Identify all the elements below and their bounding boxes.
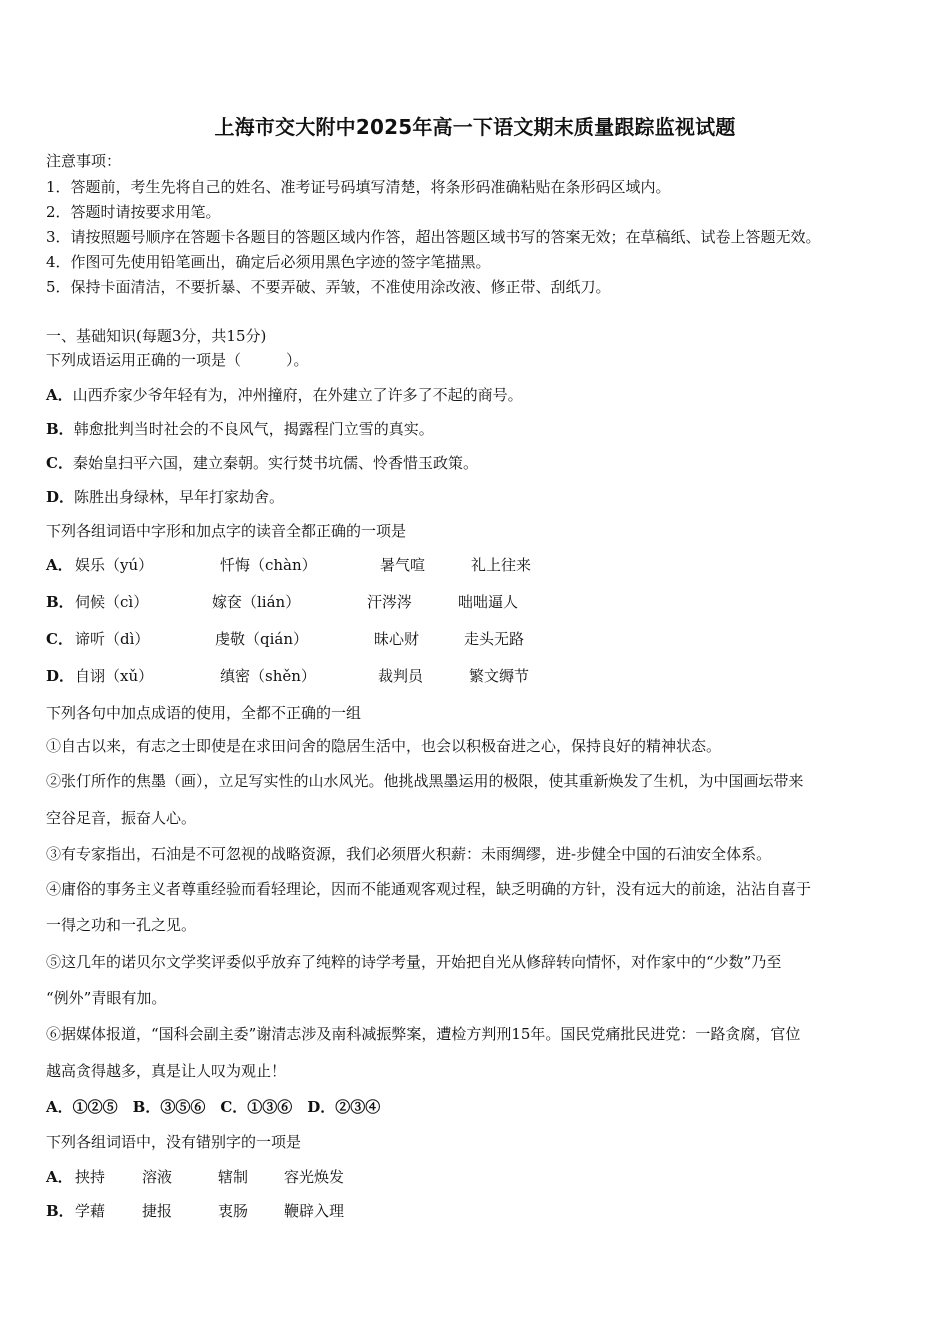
q3-sentence: 一得之功和一孔之见。	[46, 916, 197, 934]
notice-item: 1．答题前，考生先将自己的姓名、准考证号码填写清楚，将条形码准确粘贴在条形码区域内。	[46, 178, 671, 196]
q3-sentence: 空谷足音，振奋人心。	[46, 809, 197, 827]
q4-stem: 下列各组词语中，没有错别字的一项是	[46, 1133, 302, 1151]
q3-answer-options: A．①②⑤ B．③⑤⑥ C．①③⑥ D．②③④	[46, 1098, 381, 1116]
q3-sentence: ⑥据媒体报道，“国科会副主委”谢清志涉及南科减振弊案，遭检方判刑15年。国民党痛批民进党：一路贪腐，官位	[46, 1025, 801, 1043]
exam-page: 上海市交大附中2025年高一下语文期末质量跟踪监视试题 注意事项： 1．答题前，考生先将自己的姓名、准考证号码填写清楚，将条形码准确粘贴在条形码区域内。 2．答题时请按要求用笔。 3．请按照题号顺序在答题卡各题目的答题区域内作答，超出答题区域书写的答案无效；在草稿纸、试卷上答题无效。 4．作图可先使用铅笔画出，确定后必须用黑色字迹的签字笔描黑。 5．保持卡面清洁，不要折暴、不要弄破、弄皱，不准使用涂改液、修正带、刮纸刀。 一、基础知识(每题3分，共15分) 下列成语运用正确的一项是（ ）。 A．山西乔家少爷年轻有为，冲州撞府，在外建立了许多了不起的商号。 B．韩愈批判当时社会的不良风气，揭露程门立雪的真实。 C．秦始皇扫平六国，建立秦朝。实行焚书坑儒、怜香惜玉政策。 D．陈胜出身绿林，早年打家劫舍。 下列各组词语中字形和加点字的读音全都正确的一项是 A． 娱乐（yú） 忏悔（chàn） 暑气喧 礼上往来 B． 伺候（cì） 嫁奁（lián） 汗涔涔 咄咄逼人 C． 谛听（dì） 虔敬（qián） 昧心财 走头无路 D． 自诩（xǔ） 缜密（shěn） 裁判员 繁文缛节 下列各句中加点成语的使用，全都不正确的一组 ①自古以来，有志之士即使是在求田问舍的隐居生活中，也会以积极奋进之心，保持良好的精神状态。 ②张仃所作的焦墨（画），立足写实性的山水风光。他挑战黑墨运用的极限，使其重新焕发了生机，为中国画坛带来 空谷足音，振奋人心。 ③有专家指出，石油是不可忽视的战略资源，我们必须厝火积薪：未雨绸缪，进-步健全中国的石油安全体系。 ④庸俗的事务主义者尊重经验而看轻理论，因而不能通观客观过程，缺乏明确的方针，没有远大的前途，沾沾自喜于 一得之功和一孔之见。 ⑤这几年的诺贝尔文学奖评委似乎放弃了纯粹的诗学考量，开始把自光从修辞转向情怀，对作家中的“少数”乃至 “例外”青眼有加。 ⑥据媒体报道，“国科会副主委”谢清志涉及南科减振弊案，遭检方判刑15年。国民党痛批民进党：一路贪腐，官位 越高贪得越多，真是让人叹为观止！ A．①②⑤ B．③⑤⑥ C．①③⑥ D．②③④ 下列各组词语中，没有错别字的一项是 A． 挟持 溶液 辖制 容光焕发 B． 学藉 捷报 衷肠 鞭辟入理	[0, 0, 950, 1344]
q1-option-c: C．秦始皇扫平六国，建立秦朝。实行焚书坑儒、怜香惜玉政策。	[46, 454, 478, 472]
q2-stem: 下列各组词语中字形和加点字的读音全都正确的一项是	[46, 522, 407, 540]
notice-heading: 注意事项：	[46, 152, 122, 170]
notice-item: 3．请按照题号顺序在答题卡各题目的答题区域内作答，超出答题区域书写的答案无效；在草稿纸、试卷上答题无效。	[46, 228, 821, 246]
q3-sentence: ④庸俗的事务主义者尊重经验而看轻理论，因而不能通观客观过程，缺乏明确的方针，没有远大的前途，沾沾自喜于	[46, 880, 812, 898]
q3-stem: 下列各句中加点成语的使用，全都不正确的一组	[46, 704, 362, 722]
q1-option-d: D．陈胜出身绿林，早年打家劫舍。	[46, 488, 285, 506]
q3-sentence: 越高贪得越多，真是让人叹为观止！	[46, 1062, 287, 1080]
exam-title: 上海市交大附中2025年高一下语文期末质量跟踪监视试题	[214, 115, 736, 139]
q3-sentence: ①自古以来，有志之士即使是在求田问舍的隐居生活中，也会以积极奋进之心，保持良好的精神状态。	[46, 737, 722, 755]
q3-sentence: ⑤这几年的诺贝尔文学奖评委似乎放弃了纯粹的诗学考量，开始把自光从修辞转向情怀，对作家中的“少数”乃至	[46, 953, 782, 971]
q3-sentence: ③有专家指出，石油是不可忽视的战略资源，我们必须厝火积薪：未雨绸缪，进-步健全中国的石油安全体系。	[46, 845, 772, 863]
q1-option-b: B．韩愈批判当时社会的不良风气，揭露程门立雪的真实。	[46, 420, 434, 438]
q1-stem: 下列成语运用正确的一项是（ ）。	[46, 351, 309, 369]
notice-item: 4．作图可先使用铅笔画出，确定后必须用黑色字迹的签字笔描黑。	[46, 253, 491, 271]
q3-sentence: ②张仃所作的焦墨（画），立足写实性的山水风光。他挑战黑墨运用的极限，使其重新焕发了生机，为中国画坛带来	[46, 772, 804, 790]
section-heading: 一、基础知识(每题3分，共15分)	[46, 327, 267, 345]
q1-option-a: A．山西乔家少爷年轻有为，冲州撞府，在外建立了许多了不起的商号。	[46, 386, 523, 404]
notice-item: 5．保持卡面清洁，不要折暴、不要弄破、弄皱，不准使用涂改液、修正带、刮纸刀。	[46, 278, 611, 296]
notice-item: 2．答题时请按要求用笔。	[46, 203, 221, 221]
q3-sentence: “例外”青眼有加。	[46, 989, 167, 1007]
